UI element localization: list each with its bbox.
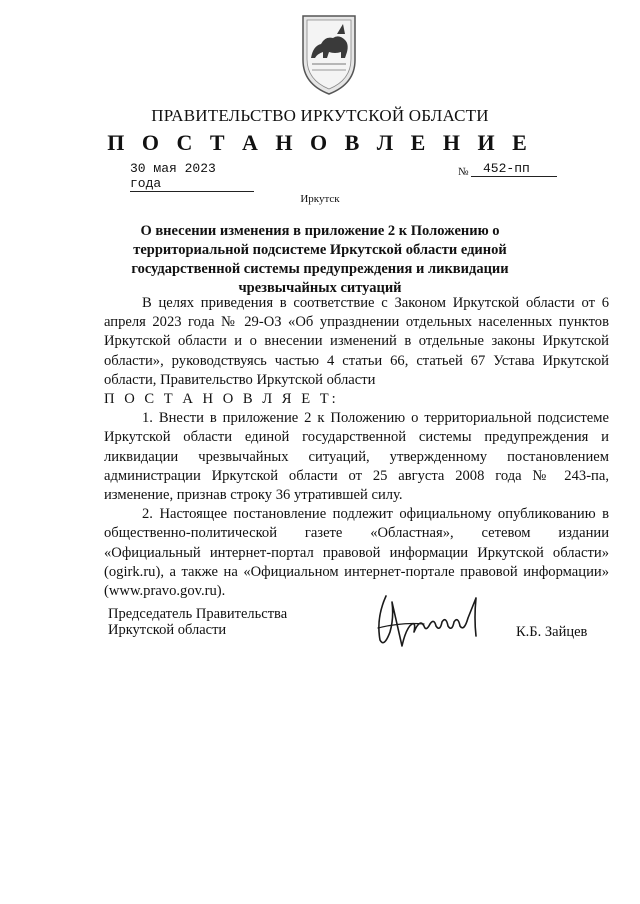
signer-name: К.Б. Зайцев xyxy=(516,624,588,640)
handwritten-signature xyxy=(372,588,492,656)
document-number: 452-пп xyxy=(471,161,557,177)
item-2-paragraph: 2. Настоящее постановление подлежит официальному опубликованию в общественно-политической газете «Областная», сетевом издании «Официальный интернет-портал правовой информации Иркутской области» (ogirk.ru), а также на «Официальном интернет-портале правовой информации» (www.pravo.gov.ru). xyxy=(104,506,609,600)
document-body xyxy=(104,294,609,601)
number-label: № xyxy=(458,166,469,178)
city: Иркутск xyxy=(300,193,340,205)
intro-paragraph: В целях приведения в соответствие с Законом Иркутской области от 6 апреля 2023 года № 29-ОЗ «Об упразднении отдельных населенных пунктов Иркутской области и о внесении изменений в отдельные законы Иркутской области», руководствуясь частью 4 статьи 66, статьей 67 Устава Иркутской области, Правительство Иркутской области xyxy=(104,295,609,388)
item-1-paragraph: 1. Внести в приложение 2 к Положению о территориальной подсистеме Иркутской области единой государственной системы предупреждения и ликвидации чрезвычайных ситуаций, утвержденному постановлением администрации Иркутской области от 25 августа 2008 года № 243-па, изменение, признав строку 36 утратившей силу. xyxy=(104,410,609,504)
document-date: 30 мая 2023 года xyxy=(130,161,254,192)
signer-position xyxy=(108,606,287,638)
signer-position-line-1: Председатель Правительства xyxy=(108,606,288,622)
irkutsk-coat-of-arms-icon xyxy=(299,12,359,96)
document-type: П О С Т А Н О В Л Е Н И Е xyxy=(107,130,533,155)
document-title: О внесении изменения в приложение 2 к Положению о территориальной подсистеме Иркутской области единой государственной системы предупреждения и ликвидации чрезвычайных ситуаций xyxy=(131,223,509,296)
signer-position-line-2: Иркутской области xyxy=(108,622,227,638)
ordains-heading: П О С Т А Н О В Л Я Е Т: xyxy=(104,391,339,408)
government-name: ПРАВИТЕЛЬСТВО ИРКУТСКОЙ ОБЛАСТИ xyxy=(151,106,489,125)
